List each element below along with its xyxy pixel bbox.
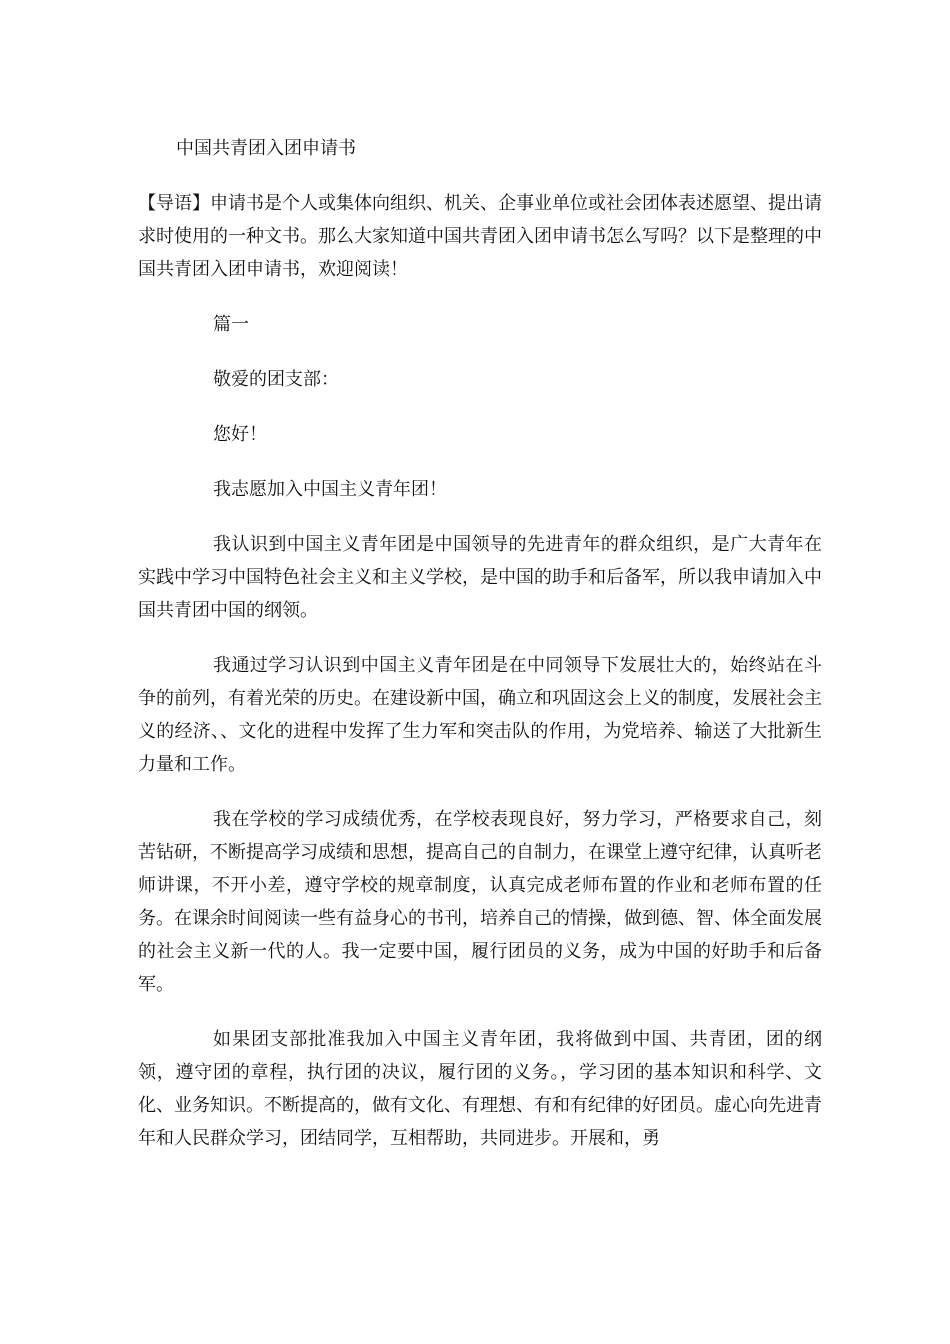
section-heading: 篇一 [213,314,249,335]
intro-paragraph: 【导语】申请书是个人或集体向组织、机关、企事业单位或社会团体表述愿望、提出请求时使用的一种文书。那么大家知道中国共青团入团申请书怎么写吗？以下是整理的中国共青团入团申请书，欢迎阅读！ [138,193,822,280]
body-paragraph: 我在学校的学习成绩优秀，在学校表现良好，努力学习，严格要求自己，刻苦钻研，不断提高学习成绩和思想，提高自己的自制力，在课堂上遵守纪律，认真听老师讲课，不开小差，遵守学校的规章制度，认真完成老师布置的作业和老师布置的任务。在课余时间阅读一些有益身心的书刊，培养自己的情操，做到德、智、体全面发展的社会主义新一代的人。我一定要中国，履行团员的义务，成为中国的好助手和后备军。 [138,809,822,995]
body-paragraph: 我认识到中国主义青年团是中国领导的先进青年的群众组织，是广大青年在实践中学习中国特色社会主义和主义学校，是中国的助手和后备军，所以我申请加入中国共青团中国的纲领。 [138,534,822,621]
body-paragraph: 我通过学习认识到中国主义青年团是在中同领导下发展壮大的，始终站在斗争的前列，有着光荣的历史。在建设新中国，确立和巩固这会上义的制度，发展社会主义的经济、、文化的进程中发挥了生力军和突击队的作用，为党培养、输送了大批新生力量和工作。 [138,655,822,775]
document-title: 中国共青团入团申请书 [176,138,356,159]
document-body [138,132,822,1177]
salutation: 敬爱的团支部： [213,369,339,390]
greeting: 您好！ [213,424,267,445]
statement: 我志愿加入中国主义青年团！ [213,479,447,500]
body-paragraph: 如果团支部批准我加入中国主义青年团，我将做到中国、共青团，团的纲领，遵守团的章程，执行团的决议，履行团的义务。，学习团的基本知识和科学、文化、业务知识。不断提高的，做有文化、有理想、有和有纪律的好团员。虚心向先进青年和人民群众学习，团结同学，互相帮助，共同进步。开展和，勇 [138,1029,822,1149]
